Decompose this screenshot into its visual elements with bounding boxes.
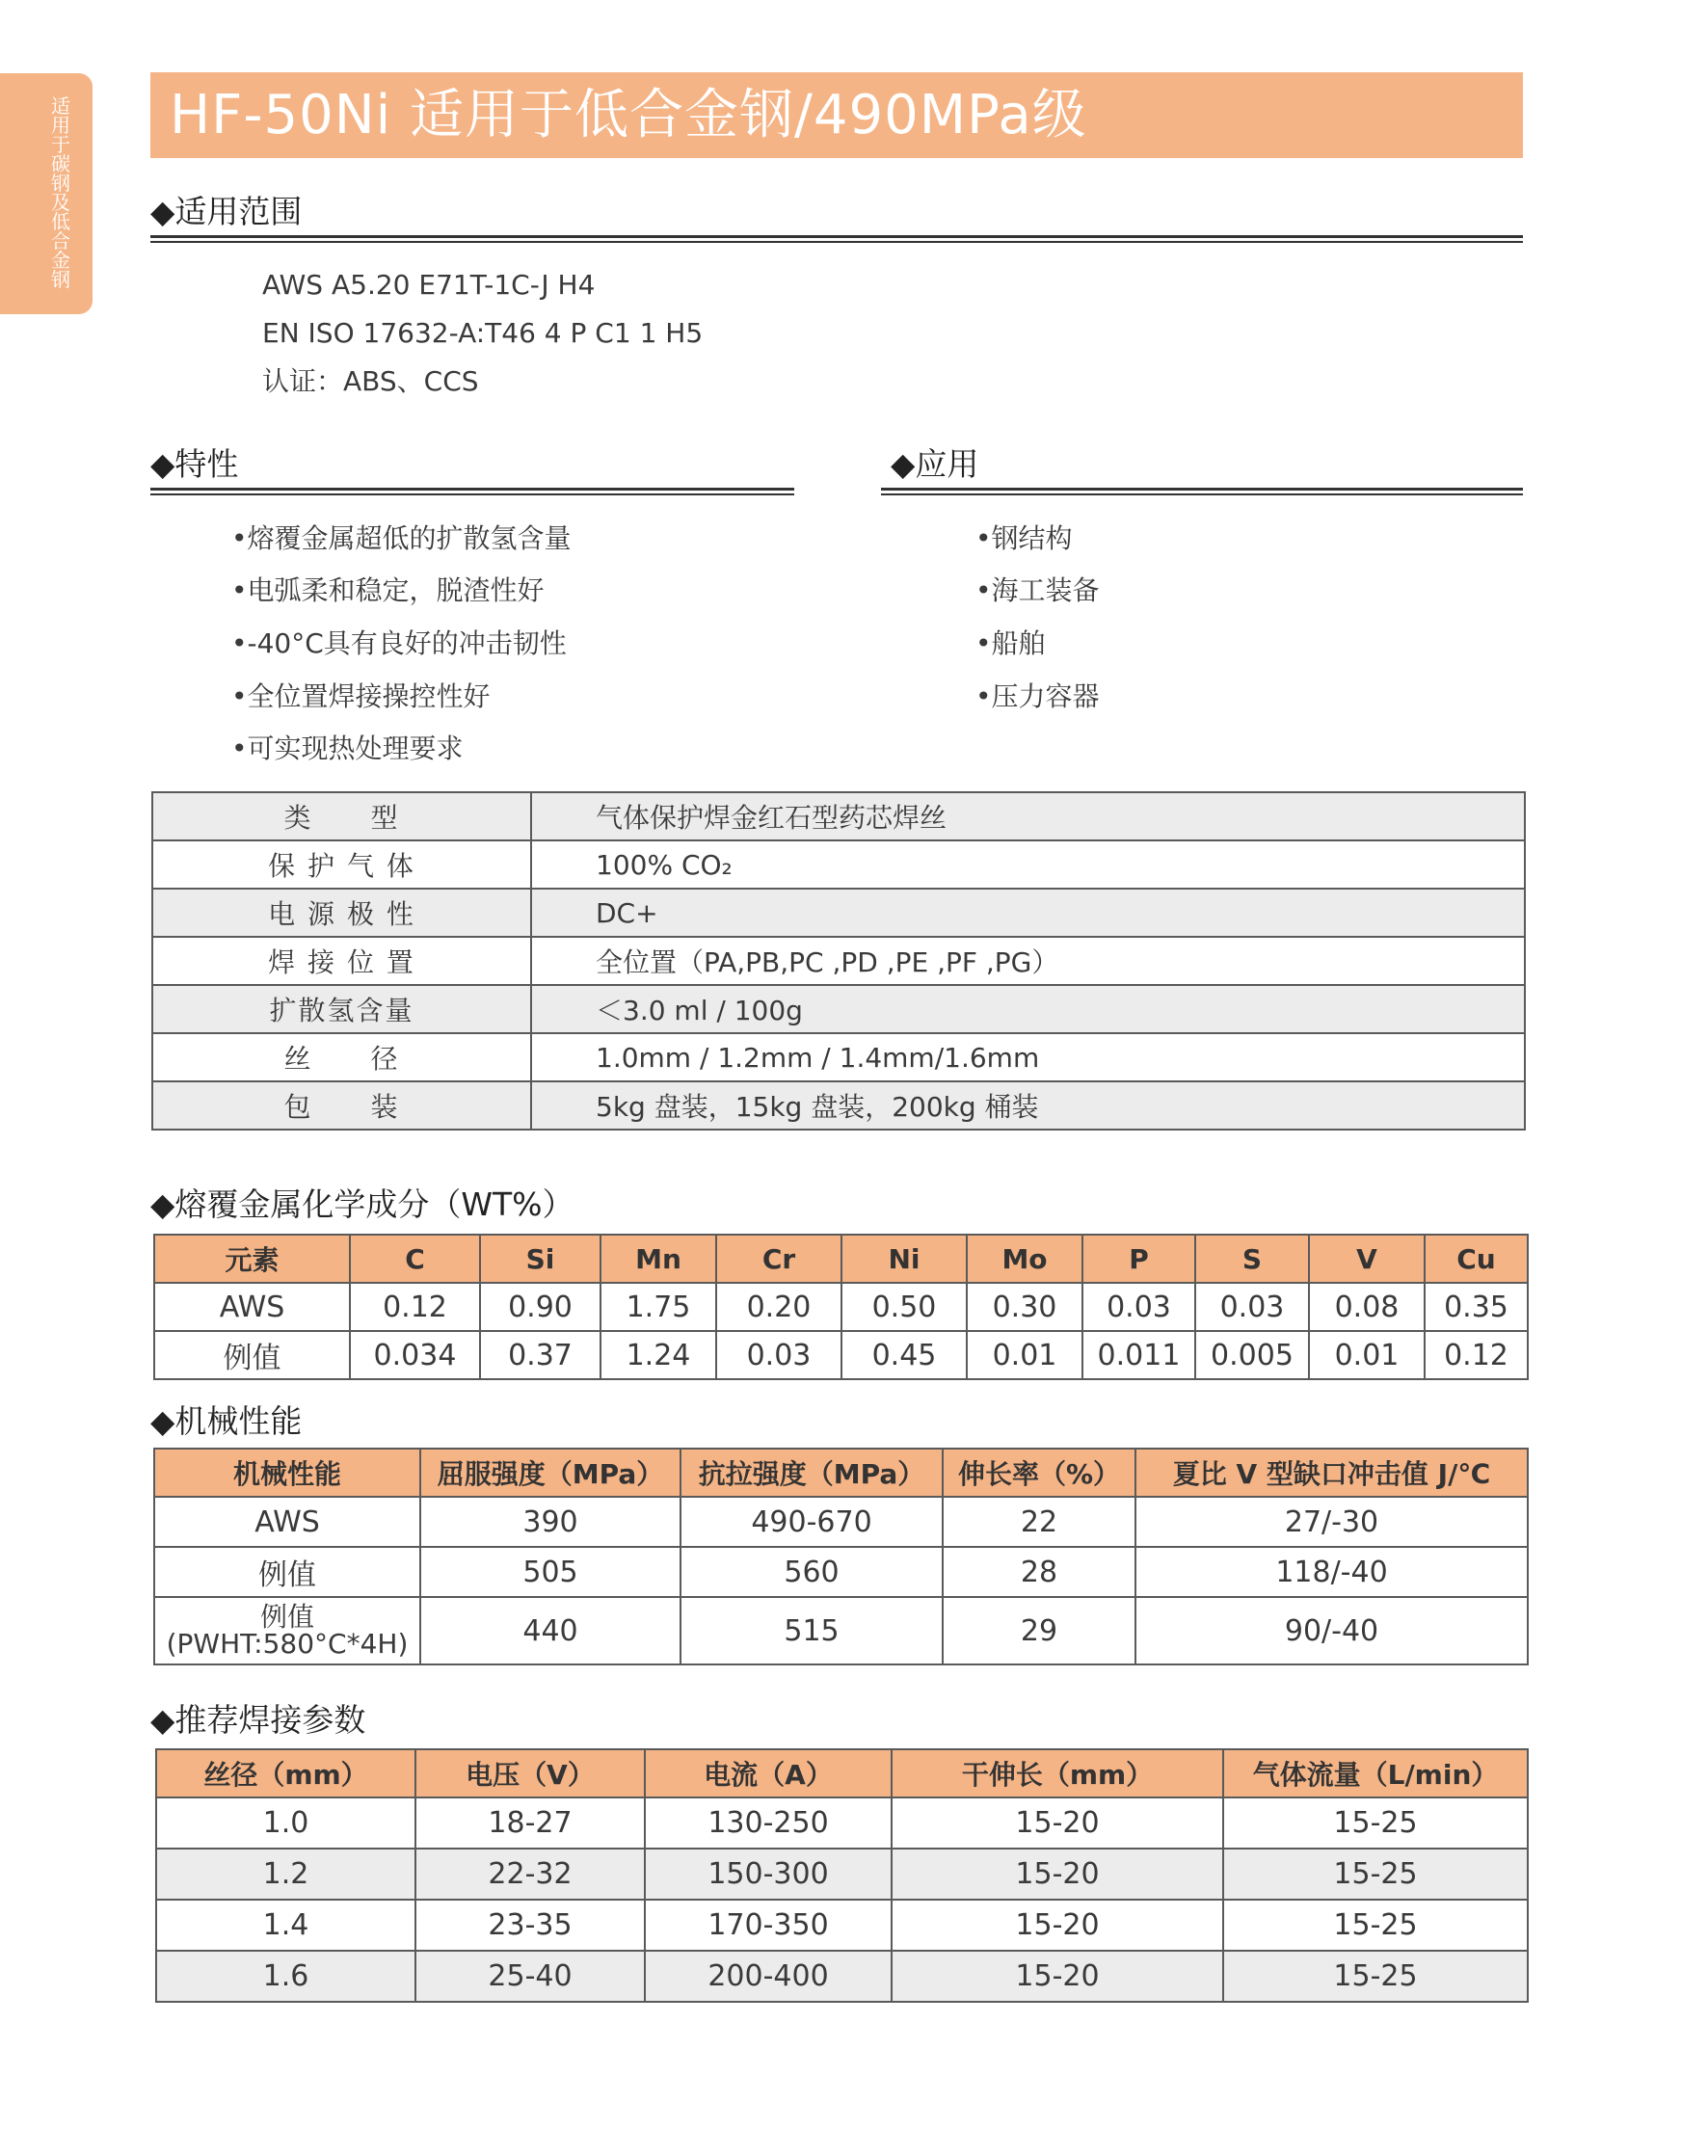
table-row [154,1331,1528,1379]
table-cell: 0.12 [1425,1331,1528,1379]
table-cell: 15-25 [1223,1797,1528,1849]
table-row [152,840,1525,889]
table-cell: 0.37 [480,1331,600,1379]
info-label: 类 型 [152,792,531,840]
info-label: 包 装 [152,1081,531,1130]
info-value: ＜3.0 ml / 100g [531,985,1525,1033]
scope-line: 认证：ABS、CCS [262,365,479,397]
table-row [156,1951,1528,2002]
col-header: 抗拉强度（MPa） [681,1449,943,1497]
table-cell: 0.005 [1195,1331,1309,1379]
application-item: •钢结构 [975,522,1073,554]
table-cell: 15-25 [1223,1849,1528,1900]
pwht-condition: (PWHT:580°C*4H) [166,1628,409,1660]
table-row [154,1597,1528,1664]
table-cell: 15-20 [892,1797,1223,1849]
table-cell: 27/-30 [1135,1497,1528,1547]
scope-line: AWS A5.20 E71T-1C-J H4 [262,269,596,301]
table-cell [154,1597,420,1664]
table-header-row [154,1235,1528,1283]
table-cell: 490-670 [681,1497,943,1547]
table-row [154,1547,1528,1597]
table-cell: 15-25 [1223,1900,1528,1951]
table-row [152,1081,1525,1130]
table-cell: 200-400 [645,1951,892,2002]
table-cell: 22-32 [415,1849,645,1900]
feature-item: •可实现热处理要求 [231,732,464,764]
table-row [152,889,1525,937]
table-cell: 0.01 [1309,1331,1425,1379]
scope-heading: ◆适用范围 [150,193,303,230]
table-row [152,1033,1525,1081]
table-cell: 1.6 [156,1951,415,2002]
table-cell: 例值 [154,1331,350,1379]
feature-item: •-40°C具有良好的冲击韧性 [231,627,567,659]
table-cell: 22 [943,1497,1135,1547]
table-row [156,1797,1528,1849]
table-cell: 1.0 [156,1797,415,1849]
col-header: 机械性能 [154,1449,420,1497]
info-label: 保 护 气 体 [152,840,531,889]
table-cell: 0.034 [350,1331,480,1379]
col-header: Cr [716,1235,841,1283]
table-cell: 0.45 [841,1331,967,1379]
product-info-table [151,791,1526,1131]
info-value: 全位置（PA,PB,PC ,PD ,PE ,PF ,PG） [531,937,1525,985]
col-header: 元素 [154,1235,350,1283]
title-banner [150,72,1523,158]
col-header: 气体流量（L/min） [1223,1749,1528,1797]
info-value: 气体保护焊金红石型药芯焊丝 [531,792,1525,840]
table-cell: AWS [154,1497,420,1547]
table-cell: 130-250 [645,1797,892,1849]
table-cell: 0.20 [716,1283,841,1331]
mech-table [153,1448,1529,1665]
table-cell: 18-27 [415,1797,645,1849]
weld-heading: ◆推荐焊接参数 [150,1701,366,1739]
chem-heading: ◆熔覆金属化学成分（WT%） [150,1185,574,1223]
table-cell: 0.03 [716,1331,841,1379]
col-header: 电压（V） [415,1749,645,1797]
table-cell: 15-20 [892,1951,1223,2002]
table-row [152,937,1525,985]
application-item: •压力容器 [975,680,1100,712]
col-header: Mn [600,1235,716,1283]
col-header: 丝径（mm） [156,1749,415,1797]
info-label: 电 源 极 性 [152,889,531,937]
info-value: 100% CO₂ [531,840,1525,889]
table-cell: 390 [420,1497,681,1547]
col-header: C [350,1235,480,1283]
table-cell: 505 [420,1547,681,1597]
table-cell: 1.2 [156,1849,415,1900]
applications-heading: ◆应用 [891,445,979,483]
table-cell: 0.011 [1082,1331,1195,1379]
col-header: Mo [967,1235,1082,1283]
table-cell: 28 [943,1547,1135,1597]
pwht-label: 例值 [259,1601,314,1633]
application-item: •海工装备 [975,574,1100,606]
table-row [156,1849,1528,1900]
weld-params-table [155,1748,1529,2003]
scope-rule [150,235,1523,243]
application-item: •船舶 [975,627,1046,659]
table-row [154,1283,1528,1331]
table-cell: 25-40 [415,1951,645,2002]
applications-rule [881,488,1523,495]
table-row [154,1497,1528,1547]
table-row [152,985,1525,1033]
info-value: 5kg 盘装，15kg 盘装，200kg 桶装 [531,1081,1525,1130]
info-label: 扩散氢含量 [152,985,531,1033]
scope-line: EN ISO 17632-A:T46 4 P C1 1 H5 [262,317,704,349]
table-cell: 1.75 [600,1283,716,1331]
table-cell: AWS [154,1283,350,1331]
feature-item: •全位置焊接操控性好 [231,680,491,712]
features-rule [150,488,794,495]
page-title: HF-50Ni 适用于低合金钢/490MPa级 [170,84,1087,146]
col-header: Cu [1425,1235,1528,1283]
table-cell: 0.03 [1195,1283,1309,1331]
table-cell: 560 [681,1547,943,1597]
info-label: 丝 径 [152,1033,531,1081]
side-category-label: 适用于碳钢及低合金钢 [51,94,70,291]
table-cell: 90/-40 [1135,1597,1528,1664]
table-cell: 440 [420,1597,681,1664]
table-cell: 0.30 [967,1283,1082,1331]
info-label: 焊 接 位 置 [152,937,531,985]
features-heading: ◆特性 [150,445,239,483]
table-cell: 15-25 [1223,1951,1528,2002]
table-cell: 1.24 [600,1331,716,1379]
table-cell: 0.03 [1082,1283,1195,1331]
col-header: Ni [841,1235,967,1283]
table-cell: 29 [943,1597,1135,1664]
table-cell: 0.50 [841,1283,967,1331]
table-cell: 23-35 [415,1900,645,1951]
table-cell: 0.35 [1425,1283,1528,1331]
col-header: 夏比 V 型缺口冲击值 J/℃ [1135,1449,1528,1497]
table-cell: 0.08 [1309,1283,1425,1331]
col-header: 电流（A） [645,1749,892,1797]
table-cell: 0.90 [480,1283,600,1331]
table-cell: 515 [681,1597,943,1664]
col-header: Si [480,1235,600,1283]
col-header: 伸长率（%） [943,1449,1135,1497]
col-header: P [1082,1235,1195,1283]
table-cell: 1.4 [156,1900,415,1951]
table-cell: 170-350 [645,1900,892,1951]
feature-item: •电弧柔和稳定，脱渣性好 [231,574,545,606]
info-value: 1.0mm / 1.2mm / 1.4mm/1.6mm [531,1033,1525,1081]
table-cell: 150-300 [645,1849,892,1900]
table-row [152,792,1525,840]
table-cell: 118/-40 [1135,1547,1528,1597]
table-header-row [156,1749,1528,1797]
feature-item: •熔覆金属超低的扩散氢含量 [231,522,572,554]
table-cell: 例值 [154,1547,420,1597]
table-header-row [154,1449,1528,1497]
info-value: DC+ [531,889,1525,937]
col-header: S [1195,1235,1309,1283]
table-cell: 15-20 [892,1849,1223,1900]
table-cell: 0.01 [967,1331,1082,1379]
col-header: 干伸长（mm） [892,1749,1223,1797]
chem-table [153,1234,1529,1380]
col-header: V [1309,1235,1425,1283]
col-header: 屈服强度（MPa） [420,1449,681,1497]
table-row [156,1900,1528,1951]
table-cell: 15-20 [892,1900,1223,1951]
table-cell: 0.12 [350,1283,480,1331]
mech-heading: ◆机械性能 [150,1402,303,1440]
